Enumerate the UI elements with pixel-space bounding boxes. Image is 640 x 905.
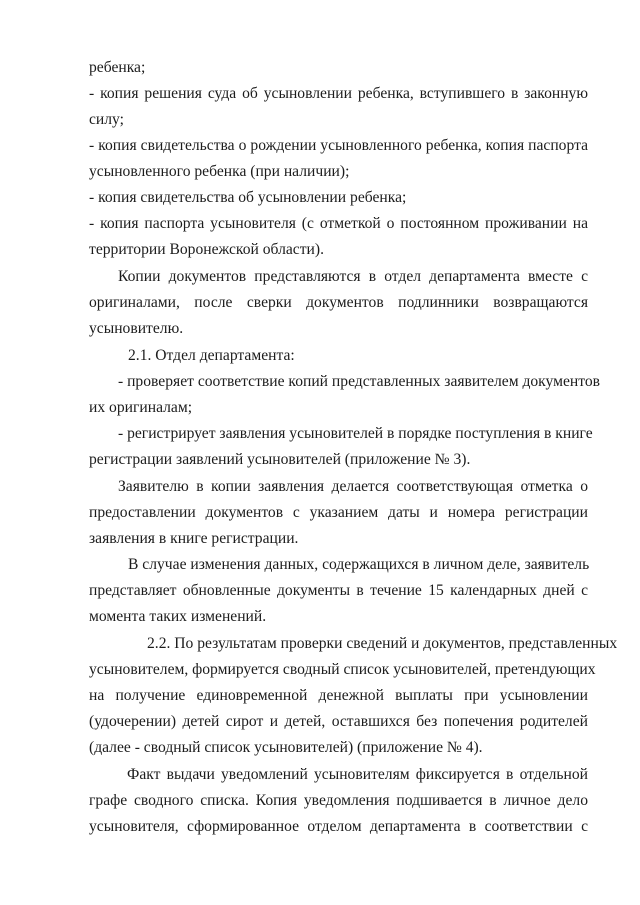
text-line: В случае изменения данных, содержащихся в личном деле, заявитель xyxy=(128,556,590,573)
text-line: территории Воронежской области). xyxy=(89,241,324,258)
text-line: на получение единовременной денежной выплаты при усыновлении xyxy=(89,687,588,704)
text-line: представляет обновленные документы в течение 15 календарных дней с xyxy=(89,582,588,599)
text-line: - копия паспорта усыновителя (с отметкой о постоянном проживании на xyxy=(89,215,588,232)
text-line: - проверяет соответствие копий представленных заявителем документов xyxy=(118,373,601,390)
text-line: усыновленного ребенка (при наличии); xyxy=(89,163,350,180)
text-line: заявления в книге регистрации. xyxy=(89,530,299,547)
text-line: - копия решения суда об усыновлении ребенка, вступившего в законную xyxy=(89,85,588,102)
text-line: усыновителем, формируется сводный список усыновителей, претендующих xyxy=(89,661,596,678)
text-line: - регистрирует заявления усыновителей в порядке поступления в книге xyxy=(118,425,593,442)
text-line: предоставлении документов с указанием даты и номера регистрации xyxy=(89,504,588,521)
text-line: - копия свидетельства об усыновлении ребенка; xyxy=(89,189,407,206)
text-line: (далее - сводный список усыновителей) (приложение № 4). xyxy=(89,739,483,756)
text-line: усыновителю. xyxy=(89,320,184,337)
text-line: их оригиналам; xyxy=(89,399,193,416)
text-line: 2.2. По результатам проверки сведений и документов, представленных xyxy=(147,635,618,652)
text-line: регистрации заявлений усыновителей (приложение № 3). xyxy=(89,451,471,468)
text-line: момента таких изменений. xyxy=(89,608,267,625)
text-line: графе сводного списка. Копия уведомления подшивается в личное дело xyxy=(89,792,588,809)
text-line: Заявителю в копии заявления делается соответствующая отметка о xyxy=(118,478,588,495)
text-line: Копии документов представляются в отдел департамента вместе с xyxy=(118,268,588,285)
text-line: силу; xyxy=(89,111,124,128)
text-line: (удочерении) детей сирот и детей, оставшихся без попечения родителей xyxy=(89,713,588,730)
section-heading: 2.1. Отдел департамента: xyxy=(128,347,295,364)
text-line: Факт выдачи уведомлений усыновителям фиксируется в отдельной xyxy=(127,766,588,783)
text-line: ребенка; xyxy=(89,59,146,76)
text-line: оригиналами, после сверки документов подлинники возвращаются xyxy=(89,294,588,311)
text-line: - копия свидетельства о рождении усыновленного ребенка, копия паспорта xyxy=(89,137,588,154)
text-line: усыновителя, сформированное отделом департамента в соответствии с xyxy=(89,818,588,835)
